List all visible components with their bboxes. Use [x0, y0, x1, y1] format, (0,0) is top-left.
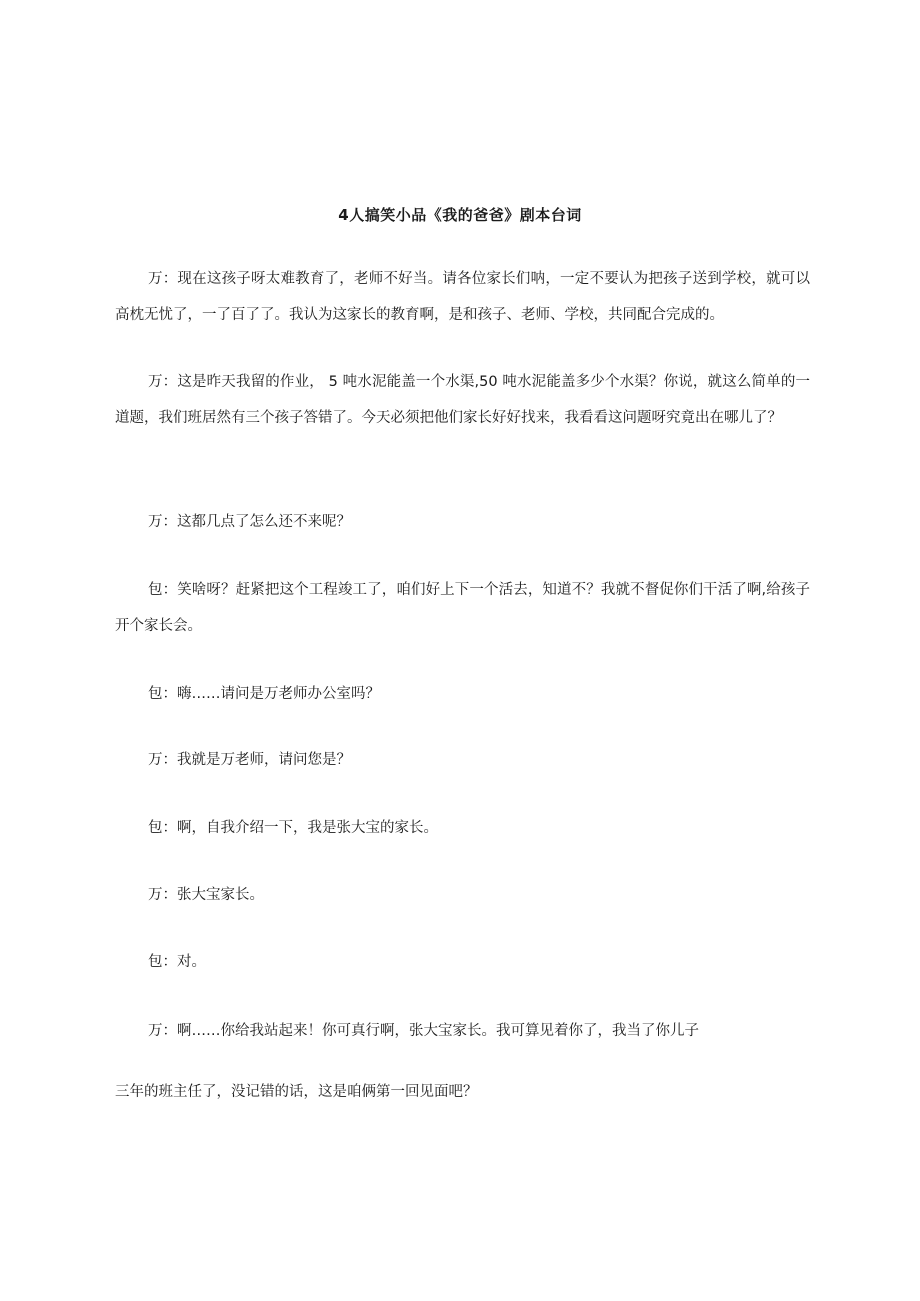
paragraph-4: 包：笑啥呀？赶紧把这个工程竣工了，咱们好上下一个活去，知道不？我就不督促你们干活了啊,给孩子开个家长会。 — [115, 582, 810, 634]
paragraph-8: 万：张大宝家长。 — [148, 887, 264, 903]
paragraph-5: 包：嗨……请问是万老师办公室吗？ — [148, 686, 380, 702]
paragraph-1: 万：现在这孩子呀太难教育了，老师不好当。请各位家长们呐，一定不要认为把孩子送到学校，就可以高枕无忧了，一了百了了。我认为这家长的教育啊，是和孩子、老师、学校，共同配合完成的。 — [115, 271, 810, 323]
paragraph-6: 万：我就是万老师，请问您是？ — [148, 752, 351, 768]
paragraph-11: 三年的班主任了，没记错的话，这是咱俩第一回见面吧？ — [115, 1084, 478, 1100]
paragraph-7: 包：啊，自我介绍一下，我是张大宝的家长。 — [148, 820, 438, 836]
paragraph-3: 万：这都几点了怎么还不来呢？ — [148, 514, 351, 530]
document-title: 4人搞笑小品《我的爸爸》剧本台词 — [338, 206, 582, 224]
paragraph-2: 万：这是昨天我留的作业， 5 吨水泥能盖一个水渠,50 吨水泥能盖多少个水渠？你说，就这么简单的一道题，我们班居然有三个孩子答错了。今天必须把他们家长好好找来，我看看这问题呀究竟出在哪儿了？ — [115, 374, 810, 426]
paragraph-9: 包：对。 — [148, 954, 206, 970]
paragraph-10: 万：啊……你给我站起来！你可真行啊，张大宝家长。我可算见着你了，我当了你儿子 — [148, 1023, 699, 1039]
